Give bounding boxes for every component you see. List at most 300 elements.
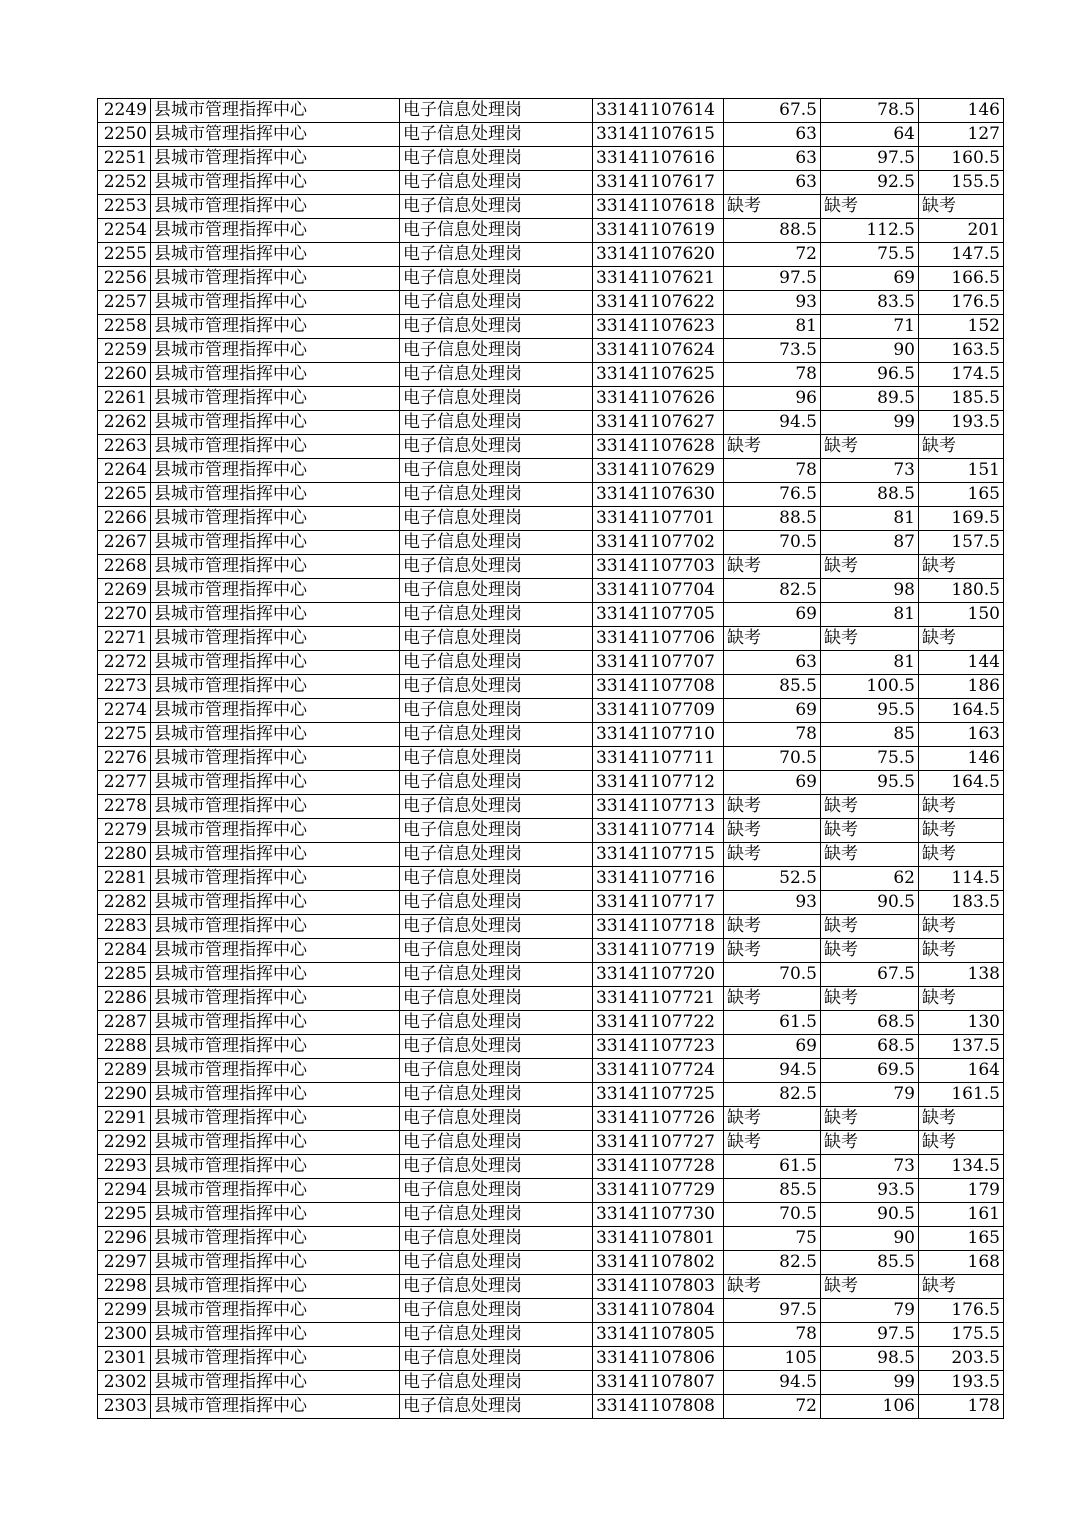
candidate-id: 33141107622 <box>593 291 724 315</box>
post-name: 电子信息处理岗 <box>400 843 593 867</box>
post-name: 电子信息处理岗 <box>400 603 593 627</box>
total-score: 201 <box>919 219 1004 243</box>
score-1: 63 <box>724 171 821 195</box>
post-name: 电子信息处理岗 <box>400 1227 593 1251</box>
table-row <box>98 411 1004 435</box>
candidate-id: 33141107713 <box>593 795 724 819</box>
post-name: 电子信息处理岗 <box>400 1059 593 1083</box>
table-row <box>98 1275 1004 1299</box>
post-name: 电子信息处理岗 <box>400 987 593 1011</box>
post-name: 电子信息处理岗 <box>400 1011 593 1035</box>
total-score: 164 <box>919 1059 1004 1083</box>
total-score: 169.5 <box>919 507 1004 531</box>
post-name: 电子信息处理岗 <box>400 363 593 387</box>
table-row <box>98 867 1004 891</box>
candidate-id: 33141107701 <box>593 507 724 531</box>
candidate-id: 33141107808 <box>593 1395 724 1419</box>
unit-name: 县城市管理指挥中心 <box>151 483 400 507</box>
score-1: 82.5 <box>724 1251 821 1275</box>
post-name: 电子信息处理岗 <box>400 1299 593 1323</box>
post-name: 电子信息处理岗 <box>400 1323 593 1347</box>
table-row <box>98 195 1004 219</box>
score-1: 缺考 <box>724 195 821 219</box>
total-score: 152 <box>919 315 1004 339</box>
score-1: 81 <box>724 315 821 339</box>
total-score: 缺考 <box>919 555 1004 579</box>
total-score: 180.5 <box>919 579 1004 603</box>
unit-name: 县城市管理指挥中心 <box>151 1083 400 1107</box>
row-number: 2269 <box>98 579 151 603</box>
total-score: 193.5 <box>919 1371 1004 1395</box>
total-score: 163 <box>919 723 1004 747</box>
candidate-id: 33141107705 <box>593 603 724 627</box>
score-2: 99 <box>821 411 919 435</box>
table-row <box>98 1011 1004 1035</box>
score-1: 缺考 <box>724 819 821 843</box>
table-row <box>98 147 1004 171</box>
row-number: 2300 <box>98 1323 151 1347</box>
total-score: 165 <box>919 1227 1004 1251</box>
score-1: 69 <box>724 771 821 795</box>
post-name: 电子信息处理岗 <box>400 1107 593 1131</box>
table-row <box>98 1371 1004 1395</box>
post-name: 电子信息处理岗 <box>400 1275 593 1299</box>
row-number: 2267 <box>98 531 151 555</box>
candidate-id: 33141107626 <box>593 387 724 411</box>
total-score: 缺考 <box>919 987 1004 1011</box>
unit-name: 县城市管理指挥中心 <box>151 1179 400 1203</box>
row-number: 2261 <box>98 387 151 411</box>
score-2: 98.5 <box>821 1347 919 1371</box>
total-score: 203.5 <box>919 1347 1004 1371</box>
candidate-id: 33141107715 <box>593 843 724 867</box>
score-2: 97.5 <box>821 147 919 171</box>
row-number: 2256 <box>98 267 151 291</box>
score-2: 83.5 <box>821 291 919 315</box>
post-name: 电子信息处理岗 <box>400 747 593 771</box>
row-number: 2271 <box>98 627 151 651</box>
candidate-id: 33141107617 <box>593 171 724 195</box>
score-1: 52.5 <box>724 867 821 891</box>
table-row <box>98 651 1004 675</box>
table-row <box>98 219 1004 243</box>
score-1: 78 <box>724 1323 821 1347</box>
total-score: 186 <box>919 675 1004 699</box>
total-score: 缺考 <box>919 843 1004 867</box>
total-score: 127 <box>919 123 1004 147</box>
row-number: 2254 <box>98 219 151 243</box>
table-row <box>98 1227 1004 1251</box>
score-1: 93 <box>724 891 821 915</box>
score-1: 63 <box>724 651 821 675</box>
score-1: 61.5 <box>724 1011 821 1035</box>
score-2: 81 <box>821 603 919 627</box>
table-row <box>98 1107 1004 1131</box>
row-number: 2289 <box>98 1059 151 1083</box>
row-number: 2273 <box>98 675 151 699</box>
score-1: 69 <box>724 699 821 723</box>
score-1: 88.5 <box>724 219 821 243</box>
row-number: 2278 <box>98 795 151 819</box>
score-1: 缺考 <box>724 987 821 1011</box>
row-number: 2284 <box>98 939 151 963</box>
total-score: 174.5 <box>919 363 1004 387</box>
candidate-id: 33141107730 <box>593 1203 724 1227</box>
row-number: 2295 <box>98 1203 151 1227</box>
total-score: 147.5 <box>919 243 1004 267</box>
post-name: 电子信息处理岗 <box>400 939 593 963</box>
row-number: 2285 <box>98 963 151 987</box>
total-score: 164.5 <box>919 771 1004 795</box>
candidate-id: 33141107804 <box>593 1299 724 1323</box>
score-1: 78 <box>724 459 821 483</box>
score-1: 94.5 <box>724 1059 821 1083</box>
table-row <box>98 459 1004 483</box>
score-1: 70.5 <box>724 1203 821 1227</box>
total-score: 146 <box>919 99 1004 123</box>
row-number: 2302 <box>98 1371 151 1395</box>
unit-name: 县城市管理指挥中心 <box>151 1155 400 1179</box>
post-name: 电子信息处理岗 <box>400 1035 593 1059</box>
score-2: 90 <box>821 1227 919 1251</box>
score-2: 缺考 <box>821 195 919 219</box>
score-2: 100.5 <box>821 675 919 699</box>
total-score: 160.5 <box>919 147 1004 171</box>
candidate-id: 33141107616 <box>593 147 724 171</box>
candidate-id: 33141107627 <box>593 411 724 435</box>
score-2: 缺考 <box>821 939 919 963</box>
total-score: 缺考 <box>919 819 1004 843</box>
table-row <box>98 1179 1004 1203</box>
score-1: 61.5 <box>724 1155 821 1179</box>
total-score: 缺考 <box>919 1131 1004 1155</box>
score-1: 缺考 <box>724 939 821 963</box>
post-name: 电子信息处理岗 <box>400 387 593 411</box>
candidate-id: 33141107703 <box>593 555 724 579</box>
total-score: 157.5 <box>919 531 1004 555</box>
row-number: 2280 <box>98 843 151 867</box>
unit-name: 县城市管理指挥中心 <box>151 99 400 123</box>
total-score: 183.5 <box>919 891 1004 915</box>
unit-name: 县城市管理指挥中心 <box>151 1299 400 1323</box>
table-row <box>98 1131 1004 1155</box>
table-row <box>98 123 1004 147</box>
post-name: 电子信息处理岗 <box>400 1347 593 1371</box>
post-name: 电子信息处理岗 <box>400 699 593 723</box>
score-2: 96.5 <box>821 363 919 387</box>
unit-name: 县城市管理指挥中心 <box>151 843 400 867</box>
score-2: 90.5 <box>821 891 919 915</box>
post-name: 电子信息处理岗 <box>400 147 593 171</box>
row-number: 2294 <box>98 1179 151 1203</box>
score-2: 106 <box>821 1395 919 1419</box>
score-1: 70.5 <box>724 747 821 771</box>
table-row <box>98 579 1004 603</box>
candidate-id: 33141107724 <box>593 1059 724 1083</box>
unit-name: 县城市管理指挥中心 <box>151 1107 400 1131</box>
row-number: 2266 <box>98 507 151 531</box>
post-name: 电子信息处理岗 <box>400 795 593 819</box>
candidate-id: 33141107802 <box>593 1251 724 1275</box>
unit-name: 县城市管理指挥中心 <box>151 795 400 819</box>
score-1: 72 <box>724 243 821 267</box>
unit-name: 县城市管理指挥中心 <box>151 1347 400 1371</box>
table-row <box>98 747 1004 771</box>
score-1: 72 <box>724 1395 821 1419</box>
score-1: 63 <box>724 123 821 147</box>
unit-name: 县城市管理指挥中心 <box>151 747 400 771</box>
post-name: 电子信息处理岗 <box>400 627 593 651</box>
table-row <box>98 363 1004 387</box>
unit-name: 县城市管理指挥中心 <box>151 459 400 483</box>
candidate-id: 33141107615 <box>593 123 724 147</box>
total-score: 168 <box>919 1251 1004 1275</box>
unit-name: 县城市管理指挥中心 <box>151 1131 400 1155</box>
unit-name: 县城市管理指挥中心 <box>151 1203 400 1227</box>
total-score: 缺考 <box>919 435 1004 459</box>
row-number: 2283 <box>98 915 151 939</box>
candidate-id: 33141107801 <box>593 1227 724 1251</box>
score-2: 缺考 <box>821 1107 919 1131</box>
table-row <box>98 771 1004 795</box>
candidate-id: 33141107717 <box>593 891 724 915</box>
row-number: 2298 <box>98 1275 151 1299</box>
post-name: 电子信息处理岗 <box>400 507 593 531</box>
score-2: 71 <box>821 315 919 339</box>
score-1: 96 <box>724 387 821 411</box>
candidate-id: 33141107714 <box>593 819 724 843</box>
score-1: 缺考 <box>724 1107 821 1131</box>
table-row <box>98 99 1004 123</box>
score-1: 75 <box>724 1227 821 1251</box>
unit-name: 县城市管理指挥中心 <box>151 1059 400 1083</box>
candidate-id: 33141107619 <box>593 219 724 243</box>
score-2: 68.5 <box>821 1011 919 1035</box>
candidate-id: 33141107707 <box>593 651 724 675</box>
unit-name: 县城市管理指挥中心 <box>151 939 400 963</box>
post-name: 电子信息处理岗 <box>400 819 593 843</box>
table-row <box>98 507 1004 531</box>
row-number: 2303 <box>98 1395 151 1419</box>
score-1: 78 <box>724 363 821 387</box>
candidate-id: 33141107704 <box>593 579 724 603</box>
score-2: 75.5 <box>821 243 919 267</box>
row-number: 2281 <box>98 867 151 891</box>
score-1: 85.5 <box>724 675 821 699</box>
unit-name: 县城市管理指挥中心 <box>151 531 400 555</box>
score-table <box>97 98 1004 1419</box>
candidate-id: 33141107729 <box>593 1179 724 1203</box>
table-row <box>98 243 1004 267</box>
total-score: 缺考 <box>919 195 1004 219</box>
post-name: 电子信息处理岗 <box>400 291 593 315</box>
candidate-id: 33141107725 <box>593 1083 724 1107</box>
table-row <box>98 483 1004 507</box>
table-row <box>98 939 1004 963</box>
score-1: 97.5 <box>724 267 821 291</box>
score-2: 79 <box>821 1083 919 1107</box>
table-row <box>98 843 1004 867</box>
unit-name: 县城市管理指挥中心 <box>151 651 400 675</box>
score-2: 75.5 <box>821 747 919 771</box>
total-score: 130 <box>919 1011 1004 1035</box>
post-name: 电子信息处理岗 <box>400 339 593 363</box>
table-row <box>98 1395 1004 1419</box>
table-row <box>98 171 1004 195</box>
score-2: 78.5 <box>821 99 919 123</box>
score-2: 68.5 <box>821 1035 919 1059</box>
score-1: 85.5 <box>724 1179 821 1203</box>
total-score: 146 <box>919 747 1004 771</box>
unit-name: 县城市管理指挥中心 <box>151 1011 400 1035</box>
unit-name: 县城市管理指挥中心 <box>151 435 400 459</box>
total-score: 缺考 <box>919 1107 1004 1131</box>
score-1: 缺考 <box>724 843 821 867</box>
candidate-id: 33141107621 <box>593 267 724 291</box>
row-number: 2259 <box>98 339 151 363</box>
total-score: 179 <box>919 1179 1004 1203</box>
post-name: 电子信息处理岗 <box>400 651 593 675</box>
score-2: 98 <box>821 579 919 603</box>
candidate-id: 33141107614 <box>593 99 724 123</box>
score-1: 73.5 <box>724 339 821 363</box>
table-row <box>98 915 1004 939</box>
total-score: 137.5 <box>919 1035 1004 1059</box>
unit-name: 县城市管理指挥中心 <box>151 603 400 627</box>
table-row <box>98 1299 1004 1323</box>
score-2: 62 <box>821 867 919 891</box>
score-2: 97.5 <box>821 1323 919 1347</box>
score-1: 97.5 <box>724 1299 821 1323</box>
row-number: 2297 <box>98 1251 151 1275</box>
candidate-id: 33141107709 <box>593 699 724 723</box>
score-2: 67.5 <box>821 963 919 987</box>
total-score: 166.5 <box>919 267 1004 291</box>
table-row <box>98 1083 1004 1107</box>
post-name: 电子信息处理岗 <box>400 1155 593 1179</box>
score-2: 95.5 <box>821 771 919 795</box>
table-body <box>98 99 1004 1419</box>
post-name: 电子信息处理岗 <box>400 267 593 291</box>
row-number: 2260 <box>98 363 151 387</box>
score-2: 85 <box>821 723 919 747</box>
post-name: 电子信息处理岗 <box>400 99 593 123</box>
row-number: 2275 <box>98 723 151 747</box>
table-row <box>98 291 1004 315</box>
table-row <box>98 267 1004 291</box>
row-number: 2257 <box>98 291 151 315</box>
unit-name: 县城市管理指挥中心 <box>151 315 400 339</box>
score-1: 缺考 <box>724 1275 821 1299</box>
unit-name: 县城市管理指挥中心 <box>151 819 400 843</box>
candidate-id: 33141107726 <box>593 1107 724 1131</box>
score-2: 88.5 <box>821 483 919 507</box>
candidate-id: 33141107718 <box>593 915 724 939</box>
table-row <box>98 699 1004 723</box>
score-2: 95.5 <box>821 699 919 723</box>
candidate-id: 33141107708 <box>593 675 724 699</box>
score-2: 缺考 <box>821 987 919 1011</box>
row-number: 2288 <box>98 1035 151 1059</box>
row-number: 2299 <box>98 1299 151 1323</box>
table-row <box>98 603 1004 627</box>
candidate-id: 33141107623 <box>593 315 724 339</box>
row-number: 2258 <box>98 315 151 339</box>
post-name: 电子信息处理岗 <box>400 315 593 339</box>
post-name: 电子信息处理岗 <box>400 1371 593 1395</box>
unit-name: 县城市管理指挥中心 <box>151 267 400 291</box>
candidate-id: 33141107728 <box>593 1155 724 1179</box>
table-row <box>98 987 1004 1011</box>
table-row <box>98 435 1004 459</box>
score-2: 99 <box>821 1371 919 1395</box>
unit-name: 县城市管理指挥中心 <box>151 771 400 795</box>
table-row <box>98 819 1004 843</box>
score-1: 67.5 <box>724 99 821 123</box>
unit-name: 县城市管理指挥中心 <box>151 387 400 411</box>
total-score: 176.5 <box>919 1299 1004 1323</box>
unit-name: 县城市管理指挥中心 <box>151 891 400 915</box>
table-row <box>98 723 1004 747</box>
unit-name: 县城市管理指挥中心 <box>151 963 400 987</box>
post-name: 电子信息处理岗 <box>400 219 593 243</box>
score-2: 79 <box>821 1299 919 1323</box>
row-number: 2255 <box>98 243 151 267</box>
table-row <box>98 531 1004 555</box>
table-row <box>98 1155 1004 1179</box>
post-name: 电子信息处理岗 <box>400 195 593 219</box>
total-score: 缺考 <box>919 915 1004 939</box>
total-score: 161 <box>919 1203 1004 1227</box>
score-2: 87 <box>821 531 919 555</box>
row-number: 2252 <box>98 171 151 195</box>
row-number: 2265 <box>98 483 151 507</box>
score-2: 73 <box>821 1155 919 1179</box>
score-1: 缺考 <box>724 1131 821 1155</box>
post-name: 电子信息处理岗 <box>400 1395 593 1419</box>
score-1: 78 <box>724 723 821 747</box>
row-number: 2249 <box>98 99 151 123</box>
row-number: 2250 <box>98 123 151 147</box>
table-row <box>98 1203 1004 1227</box>
row-number: 2287 <box>98 1011 151 1035</box>
candidate-id: 33141107722 <box>593 1011 724 1035</box>
row-number: 2296 <box>98 1227 151 1251</box>
table-row <box>98 339 1004 363</box>
score-1: 105 <box>724 1347 821 1371</box>
row-number: 2253 <box>98 195 151 219</box>
unit-name: 县城市管理指挥中心 <box>151 123 400 147</box>
unit-name: 县城市管理指挥中心 <box>151 1275 400 1299</box>
table-row <box>98 1035 1004 1059</box>
score-2: 缺考 <box>821 435 919 459</box>
score-2: 缺考 <box>821 555 919 579</box>
unit-name: 县城市管理指挥中心 <box>151 363 400 387</box>
total-score: 缺考 <box>919 795 1004 819</box>
score-2: 81 <box>821 507 919 531</box>
row-number: 2251 <box>98 147 151 171</box>
post-name: 电子信息处理岗 <box>400 435 593 459</box>
score-2: 缺考 <box>821 819 919 843</box>
total-score: 161.5 <box>919 1083 1004 1107</box>
candidate-id: 33141107702 <box>593 531 724 555</box>
total-score: 175.5 <box>919 1323 1004 1347</box>
score-2: 64 <box>821 123 919 147</box>
total-score: 134.5 <box>919 1155 1004 1179</box>
candidate-id: 33141107720 <box>593 963 724 987</box>
table-row <box>98 1347 1004 1371</box>
row-number: 2268 <box>98 555 151 579</box>
